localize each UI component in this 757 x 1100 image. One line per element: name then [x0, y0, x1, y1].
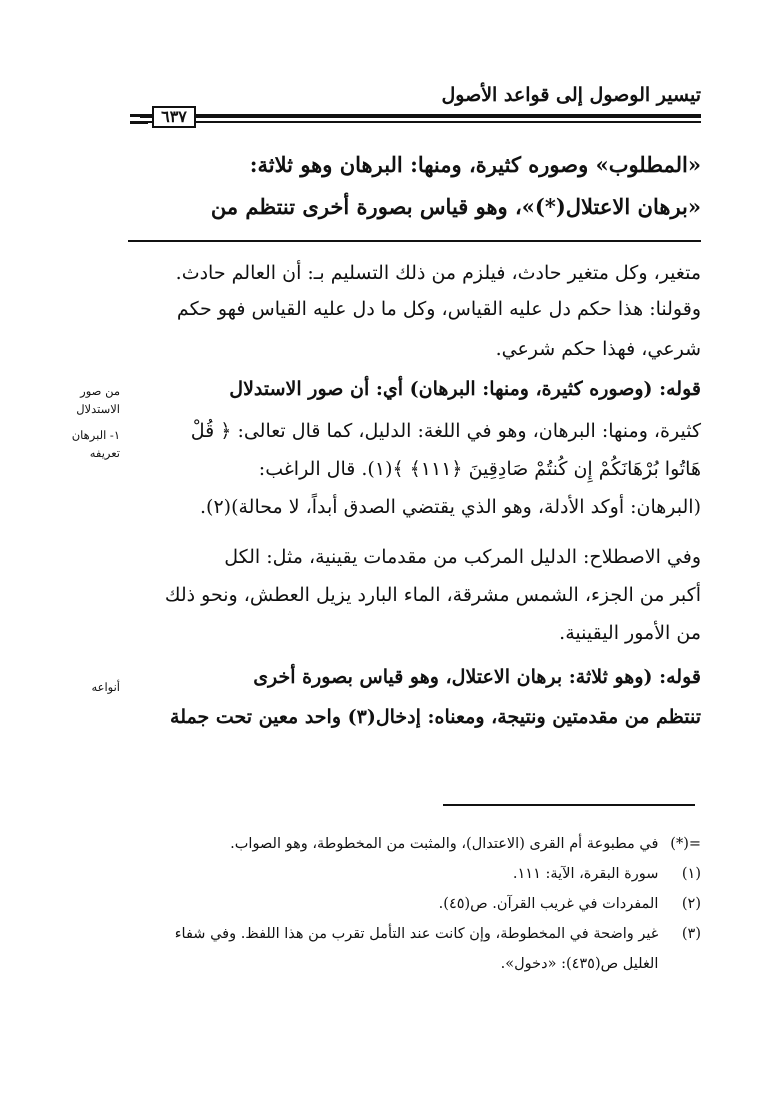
- matn-separator-rule: [128, 240, 701, 242]
- page-number-ornament: [130, 114, 148, 117]
- commentary-line: (البرهان: أوكد الأدلة، وهو الذي يقتضي الصدق أبداً، لا محالة)(٢).: [200, 496, 701, 518]
- running-title: تيسير الوصول إلى قواعد الأصول: [441, 84, 701, 106]
- body-line: متغير، وكل متغير حادث، فيلزم من ذلك التسليم بـ: أن العالم حادث.: [175, 262, 701, 284]
- margin-note: الاستدلال: [76, 402, 120, 416]
- margin-note: ١- البرهان: [71, 428, 120, 442]
- page-number-ornament: [130, 121, 148, 124]
- commentary-line: أكبر من الجزء، الشمس مشرقة، الماء البارد يزيل العطش، ونحو ذلك: [164, 584, 701, 606]
- margin-note: من صور: [80, 384, 120, 398]
- footnote-marker: (١): [681, 866, 701, 882]
- footnote-text: المفردات في غريب القرآن. ص(٤٥).: [438, 896, 659, 912]
- header-rule-thin: [140, 121, 701, 123]
- header-rule: [140, 114, 701, 118]
- footnote-text: الغليل ص(٤٣٥): «دخول».: [500, 956, 659, 972]
- footnote-marker: (٢): [681, 896, 701, 912]
- commentary-line: تنتظم من مقدمتين ونتيجة، ومعناه: إدخال(٣) واحد معين تحت جملة: [170, 706, 701, 728]
- footnote-separator: [443, 804, 695, 806]
- body-line: وقولنا: هذا حكم دل عليه القياس، وكل ما دل عليه القياس فهو حكم: [176, 298, 701, 320]
- commentary-line: وفي الاصطلاح: الدليل المركب من مقدمات يقينية، مثل: الكل: [224, 546, 701, 568]
- footnote-text: في مطبوعة أم القرى (الاعتدال)، والمثبت من المخطوطة، وهو الصواب.: [230, 836, 659, 852]
- footnote-marker: (٣): [681, 926, 701, 942]
- commentary-line: قوله: (وصوره كثيرة، ومنها: البرهان) أي: أن صور الاستدلال: [229, 378, 701, 400]
- commentary-line: كثيرة، ومنها: البرهان، وهو في اللغة: الدليل، كما قال تعالى: ﴿ قُلْ: [190, 420, 701, 442]
- page-number: ٦٣٧: [152, 106, 196, 128]
- footnote-continuation: [128, 956, 701, 972]
- commentary-line: قوله: (وهو ثلاثة: برهان الاعتلال، وهو قياس بصورة أخرى: [253, 666, 701, 688]
- margin-note: أنواعه: [91, 680, 120, 694]
- footnote: [128, 896, 701, 912]
- footnote-text: غير واضحة في المخطوطة، وإن كانت عند التأمل تقرب من هذا اللفظ. وفي شفاء: [174, 926, 659, 942]
- margin-note: تعريفه: [89, 446, 120, 460]
- matn-line: «المطلوب» وصوره كثيرة، ومنها: البرهان وهو ثلاثة:: [249, 152, 701, 177]
- commentary-line: من الأمور اليقينية.: [559, 622, 701, 644]
- body-line: شرعي، فهذا حكم شرعي.: [495, 338, 701, 360]
- footnote-marker: =(*): [670, 836, 701, 852]
- footnote: [128, 926, 701, 942]
- footnote-text: سورة البقرة، الآية: ١١١.: [512, 866, 659, 882]
- matn-line: «برهان الاعتلال(*)»، وهو قياس بصورة أخرى تنتظم من: [210, 194, 701, 219]
- footnote: [128, 866, 701, 882]
- footnote: [128, 836, 701, 852]
- quran-verse-line: هَاتُوا بُرْهَانَكُمْ إِن كُنتُمْ صَادِقِينَ ﴿١١١﴾ ﴾(١). قال الراغب:: [258, 458, 701, 480]
